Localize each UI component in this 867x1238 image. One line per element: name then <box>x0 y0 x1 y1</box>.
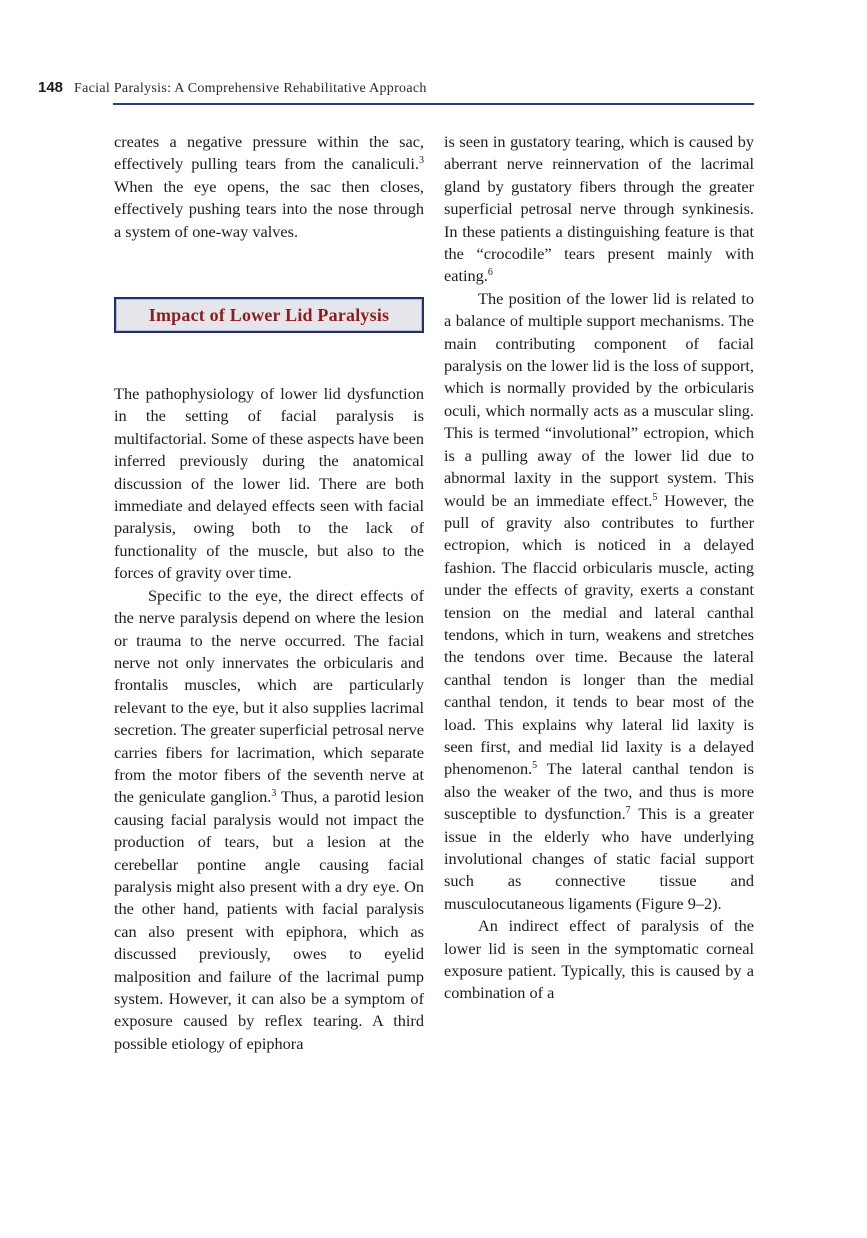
section-heading-box <box>114 297 424 333</box>
paragraph: An indirect effect of paralysis of the lower lid is seen in the symptomatic corneal exposure patient. Typically, this is caused by a combination of a <box>444 916 754 1003</box>
reference-superscript: 5 <box>532 760 538 772</box>
running-title: Facial Paralysis: A Comprehensive Rehabilitative Approach <box>74 81 427 96</box>
running-header <box>38 79 754 101</box>
paragraph: The position of the lower lid is related to a balance of multiple support mechanisms. The main contributing component of facial paralysis on the lower lid is the loss of support, which is normally provided by the orbicularis oculi, which normally acts as a muscular sling. This is termed “involutional” ectropion, which is a pulling away of the lower lid due to abnormal laxity in the support system. This would be an immediate effect.$^5$ However, the pull of gravity also contributes to further ectropion, which is noticed in a delayed fashion. The flaccid orbicularis muscle, acting under the effects of gravity, exerts a constant tension on the medial and lateral canthal tendons, which in turn, weakens and stretches the tendons over time. Because the lateral canthal tendon is longer than the medial canthal tendon, it tends to bear most of the load. This explains why lateral lid laxity is seen first, and medial lid laxity is a delayed phenomenon.$^5$ The lateral canthal tendon is also the weaker of the two, and thus is more susceptible to dysfunction.$^7$ This is a greater issue in the elderly who have underlying involutional changes of static facial support such as connective tissue and musculocutaneous ligaments (Figure 9–2). <box>444 288 755 913</box>
paragraph: Specific to the eye, the direct effects of the nerve paralysis depend on where the lesion or trauma to the nerve occurred. The facial nerve not only innervates the orbicularis and frontalis muscles, which are particularly relevant to the eye, but it also supplies lacrimal secretion. The greater superficial petrosal nerve carries fibers for lacrimation, which separate from the motor fibers of the seventh nerve at the geniculate ganglion.$^3$ Thus, a parotid lesion causing facial paralysis would not impact the production of tears, but a lesion at the cerebellar pontine angle causing facial paralysis might also present with a dry eye. On the other hand, patients with facial paralysis can also present with epiphora, which as discussed previously, owes to eyelid malposition and failure of the lacrimal pump system. However, it can also be a symptom of exposure caused by reflex tearing. A third possible etiology of epiphora <box>114 585 424 1053</box>
paragraph: The pathophysiology of lower lid dysfunction in the setting of facial paralysis is multifactorial. Some of these aspects have been inferred previously during the anatomical discussion of the lower lid. There are both immediate and delayed effects seen with facial paralysis, owing both to the lack of functionality of the muscle, but also to the forces of gravity over time. <box>114 384 424 583</box>
paragraph: creates a negative pressure within the sac, effectively pulling tears from the canaliculi.$^3$ When the eye opens, the sac then closes, effectively pushing tears into the nose through a system of one-way valves. <box>114 132 424 241</box>
reference-superscript: 7 <box>625 805 631 817</box>
paragraph: is seen in gustatory tearing, which is caused by aberrant nerve reinnervation of the lacrimal gland by gustatory fibers through the greater superficial petrosal nerve through synkinesis. In these patients a distinguishing feature is that the “crocodile” tears present mainly with eating.$^6$ <box>444 132 754 286</box>
section-title: Impact of Lower Lid Paralysis <box>148 304 390 325</box>
header-rule <box>113 103 754 105</box>
right-column <box>444 131 754 1005</box>
reference-superscript: 6 <box>487 267 493 279</box>
reference-superscript: 3 <box>271 788 277 800</box>
reference-superscript: 3 <box>419 155 424 167</box>
reference-superscript: 5 <box>652 491 658 503</box>
left-column <box>114 131 424 1055</box>
page-number: 148 <box>38 79 64 96</box>
